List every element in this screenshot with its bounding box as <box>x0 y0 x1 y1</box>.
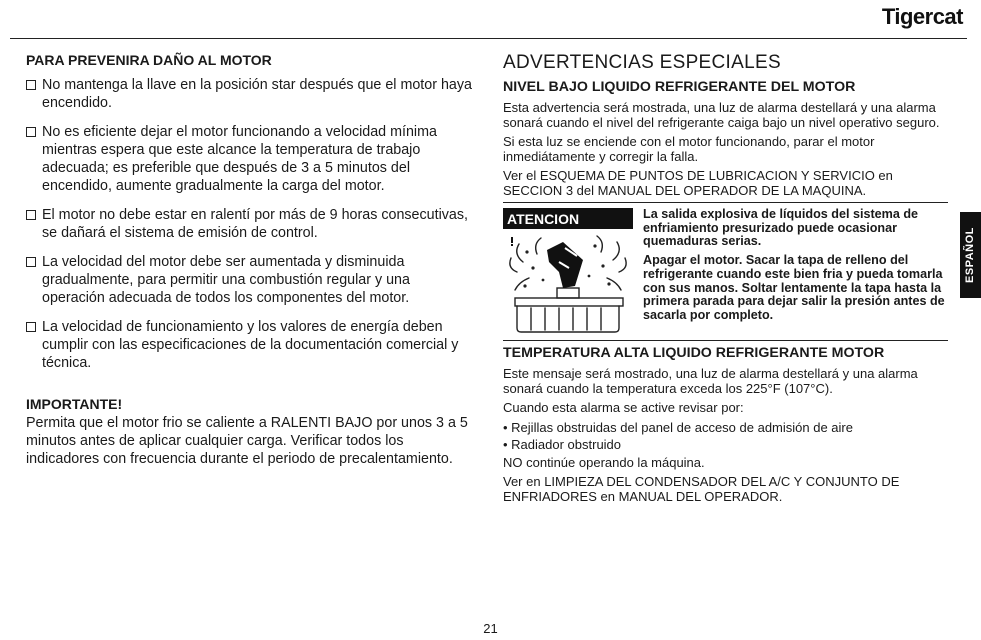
low-coolant-heading: NIVEL BAJO LIQUIDO REFRIGERANTE DEL MOTOR <box>503 79 856 95</box>
low-coolant-reference: Ver el ESQUEMA DE PUNTOS DE LUBRICACION Y SERVICIO en SECCION 3 del MANUAL DEL OPERADOR DE LA MAQUINA. <box>503 168 893 198</box>
list-item-text: El motor no debe estar en ralentí por más de 9 horas consecutivas, se dañará el sistema de emisión de control. <box>42 207 468 241</box>
list-item <box>26 206 474 242</box>
left-column <box>26 52 474 468</box>
engine-protection-list <box>26 76 474 372</box>
brand-logo: Tigercat <box>881 4 963 29</box>
high-temp-check-intro: Cuando esta alarma se active revisar por: <box>503 400 744 415</box>
checkbox-icon <box>26 322 36 332</box>
caution-box <box>503 208 948 337</box>
checkbox-icon <box>26 210 36 220</box>
high-temp-heading: TEMPERATURA ALTA LIQUIDO REFRIGERANTE MOTOR <box>503 345 885 361</box>
high-temp-text: Este mensaje será mostrado, una luz de alarma destellará y una alarma sonará cuando la temperatura exceda los 225°F (107°C). <box>503 366 918 396</box>
checkbox-icon <box>26 257 36 267</box>
caution-label-text: ATENCION <box>507 210 580 227</box>
radiator-burn-hazard-icon <box>503 232 633 336</box>
list-item: • Radiador obstruido <box>503 437 622 452</box>
list-item-text: La velocidad del motor debe ser aumentada y disminuida gradualmente, para permitir una combustión regular y una operación adecuada de todos los componentes del motor. <box>42 254 410 306</box>
warning-top-rule <box>503 202 948 203</box>
list-item: • Rejillas obstruidas del panel de acceso de admisión de aire <box>503 420 853 435</box>
list-item <box>26 318 474 372</box>
special-warnings-heading: ADVERTENCIAS ESPECIALES <box>503 52 781 73</box>
engine-protection-heading: PARA PREVENIRA DAÑO AL MOTOR <box>26 52 272 68</box>
caution-label <box>503 208 633 229</box>
caution-text-procedure: Apagar el motor. Sacar la tapa de relleno del refrigerante cuando este bien fria y pueda tomarla con sus manos. Soltar lentamente la tapa hasta la primera parada para dejar salir la presión antes de sacarla por completo. <box>643 253 945 322</box>
high-temp-stop-notice: NO continúe operando la máquina. <box>503 455 705 470</box>
important-body: Permita que el motor frio se caliente a RALENTI BAJO por unos 3 a 5 minutos antes de aplicar cualquier carga. Verificar todos los indicadores con frecuencia durante el periodo de precalentamiento. <box>26 415 468 467</box>
page-number: 21 <box>483 621 498 636</box>
low-coolant-action: Si esta luz se enciende con el motor funcionando, parar el motor inmediátamente y corregir la falla. <box>503 134 875 164</box>
low-coolant-text: Esta advertencia será mostrada, una luz de alarma destellará y una alarma sonará cuando el nivel del refrigerante caiga bajo un nivel operativo seguro. <box>503 100 940 130</box>
list-item-text: No es eficiente dejar el motor funcionando a velocidad mínima mientras espera que este alcance la temperatura de trabajo adecuada; es preferible que después de 3 a 5 minutos del encendido, aumente gradualmente la carga del motor. <box>42 124 437 194</box>
list-item-text: Rejillas obstruidas del panel de acceso de admisión de aire <box>511 420 853 435</box>
warning-bottom-rule <box>503 340 948 341</box>
list-item-text: La velocidad de funcionamiento y los valores de energía deben cumplir con las especificaciones de la documentación comercial y técnica. <box>42 319 459 371</box>
list-item-text: Radiador obstruido <box>511 437 622 452</box>
list-item <box>26 76 474 112</box>
caution-text <box>635 208 948 337</box>
list-item-text: No mantenga la llave en la posición star después que el motor haya encendido. <box>42 77 472 111</box>
header-divider <box>10 38 967 39</box>
right-column <box>503 52 948 508</box>
list-item <box>26 253 474 307</box>
high-temp-checklist <box>503 419 948 453</box>
checkbox-icon <box>26 127 36 137</box>
caution-graphic <box>503 208 635 337</box>
list-item <box>26 123 474 195</box>
language-tab: ESPAÑOL <box>960 212 981 298</box>
important-title: IMPORTANTE! <box>26 396 123 412</box>
checkbox-icon <box>26 80 36 90</box>
caution-text-hazard: La salida explosiva de líquidos del sistema de enfriamiento presurizado puede ocasionar quemaduras serias. <box>643 207 919 249</box>
high-temp-reference: Ver en LIMPIEZA DEL CONDENSADOR DEL A/C Y CONJUNTO DE ENFRIADORES en MANUAL DEL OPERADOR. <box>503 474 900 504</box>
